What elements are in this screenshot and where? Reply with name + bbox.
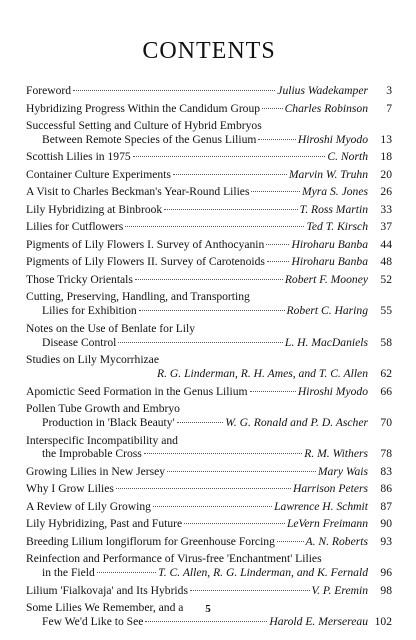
toc-entry (26, 150, 392, 164)
entry-page-number: 86 (380, 482, 392, 496)
entry-title-line: Container Culture Experiments (26, 167, 171, 181)
entry-author: Hiroharu Banba (291, 237, 368, 251)
entry-author: W. G. Ronald and P. D. Ascher (225, 416, 368, 430)
entry-page-number: 13 (380, 132, 392, 146)
entry-title-line: Scottish Lilies in 1975 (26, 150, 131, 164)
page-title: CONTENTS (142, 38, 276, 64)
entry-title-line: Pollen Tube Growth and Embryo (26, 402, 180, 416)
entry-author: Marvin W. Truhn (288, 167, 368, 181)
entry-title-line: Lily Hybridizing, Past and Future (26, 517, 183, 531)
entry-page-number: 3 (386, 84, 392, 97)
toc-entry-line (26, 322, 392, 336)
entry-author: Robert F. Mooney (284, 272, 368, 286)
entry-author: Harold E. Mersereau (269, 615, 368, 629)
dot-leader (145, 621, 267, 622)
entry-author: Robert C. Haring (286, 304, 368, 318)
entry-author: Myra S. Jones (301, 185, 368, 199)
toc-entry-line (26, 584, 392, 598)
toc-entry (26, 168, 392, 182)
entry-page-number: 20 (380, 167, 392, 181)
toc-entry (26, 517, 392, 531)
dot-leader (118, 342, 283, 343)
entry-page-number: 66 (380, 384, 392, 398)
toc-entry (26, 482, 392, 496)
entry-page-number: 55 (380, 304, 392, 318)
entry-author: Charles Robinson (284, 101, 368, 115)
dot-leader (190, 590, 310, 591)
toc-entry-line (26, 290, 392, 304)
table-of-contents (26, 84, 392, 629)
toc-entry-line (26, 133, 392, 147)
toc-entry (26, 119, 392, 147)
toc-entry-line (26, 168, 392, 182)
entry-title-line: Those Tricky Orientals (26, 272, 133, 286)
entry-author: Hiroharu Banba (291, 255, 368, 269)
entry-title-line: Breeding Lilium longiflorum for Greenhouse Forcing (26, 534, 275, 548)
toc-entry (26, 465, 392, 479)
entry-title-line: A Review of Lily Growing (26, 499, 151, 513)
entry-title-line: Lilium 'Fialkovaja' and Its Hybrids (26, 583, 188, 597)
toc-entry (26, 290, 392, 318)
toc-entry-line (26, 304, 392, 318)
entry-author: A. N. Roberts (305, 534, 368, 548)
toc-entry-line (26, 566, 392, 580)
toc-entry (26, 185, 392, 199)
entry-page-number: 26 (380, 185, 392, 199)
toc-entry-line (26, 102, 392, 116)
entry-page-number: 7 (386, 101, 392, 115)
dot-leader (173, 174, 287, 175)
entry-title-line: the Improbable Cross (42, 447, 142, 461)
toc-entry-line (26, 336, 392, 350)
toc-entry-line (26, 238, 392, 252)
dot-leader (251, 191, 300, 192)
entry-title-line: Lilies for Exhibition (42, 304, 137, 318)
entry-author: Ted T. Kirsch (306, 220, 368, 234)
entry-page-number: 33 (380, 202, 392, 216)
entry-title-line: Interspecific Incompatibility and (26, 433, 178, 447)
entry-title-line: Pigments of Lily Flowers I. Survey of Anthocyanin (26, 237, 265, 251)
toc-entry-line (26, 447, 392, 461)
toc-entry-line (26, 185, 392, 199)
entry-title-line: Hybridizing Progress Within the Candidum Group (26, 101, 261, 115)
dot-leader (164, 209, 297, 210)
toc-entry (26, 535, 392, 549)
toc-entry-line (26, 402, 392, 416)
entry-page-number: 90 (380, 517, 392, 531)
toc-entry-line (26, 273, 392, 287)
entry-title-line: Between Remote Species of the Genus Lilium (42, 132, 257, 146)
entry-author: Hiroshi Myodo (297, 384, 368, 398)
entry-author: C. North (327, 150, 368, 164)
dot-leader (153, 506, 272, 507)
entry-page-number: 78 (380, 447, 392, 461)
toc-entry (26, 353, 392, 381)
dot-leader (144, 453, 302, 454)
entry-title-line: Lily Hybridizing at Binbrook (26, 202, 163, 216)
entry-title-line: Notes on the Use of Benlate for Lily (26, 321, 196, 335)
toc-entry-line (26, 203, 392, 217)
entry-title-line: Production in 'Black Beauty' (42, 416, 175, 430)
entry-page-number: 44 (380, 237, 392, 251)
toc-entry (26, 238, 392, 252)
toc-entry-line (26, 84, 392, 98)
entry-author: T. Ross Martin (299, 202, 368, 216)
entry-author: Mary Wais (317, 464, 368, 478)
dot-leader (262, 108, 283, 109)
entry-title-line: Pigments of Lily Flowers II. Survey of Carotenoids (26, 255, 265, 269)
dot-leader (139, 310, 285, 311)
entry-author: Lawrence H. Schmit (274, 499, 368, 513)
entry-title-line: Why I Grow Lilies (26, 482, 114, 496)
dot-leader (267, 261, 290, 262)
toc-entry-line (26, 150, 392, 164)
entry-page-number: 18 (380, 150, 392, 164)
entry-author: LeVern Freimann (286, 517, 368, 531)
entry-page-number: 93 (380, 534, 392, 548)
entry-author: T. C. Allen, R. G. Linderman, and K. Fernald (158, 566, 368, 580)
toc-entry-line (26, 552, 392, 566)
entry-title-line: Growing Lilies in New Jersey (26, 464, 166, 478)
entry-title-line: A Visit to Charles Beckman's Year-Round Lilies (26, 185, 250, 199)
contents-page (26, 34, 392, 633)
entry-title-line: Foreword (26, 84, 72, 97)
entry-page-number: 70 (380, 416, 392, 430)
entry-page-number: 48 (380, 255, 392, 269)
toc-entry (26, 102, 392, 116)
entry-author: Harrison Peters (292, 482, 368, 496)
entry-page-number: 87 (380, 499, 392, 513)
dot-leader (184, 523, 285, 524)
dot-leader (135, 279, 283, 280)
toc-entry-author-line (26, 367, 392, 381)
toc-entry-line (26, 615, 392, 629)
dot-leader (258, 139, 295, 140)
entry-title-line: Apomictic Seed Formation in the Genus Lilium (26, 384, 248, 398)
toc-entry-line (26, 416, 392, 430)
toc-entry (26, 203, 392, 217)
entry-author: V. P. Eremin (311, 583, 368, 597)
toc-entry-line (26, 220, 392, 234)
entry-title-line: Lilies for Cutflowers (26, 220, 124, 234)
dot-leader (266, 244, 289, 245)
entry-title-line: Successful Setting and Culture of Hybrid Embryos (26, 119, 262, 132)
dot-leader (277, 541, 304, 542)
toc-entry (26, 402, 392, 430)
dot-leader (125, 226, 304, 227)
toc-entry-line (26, 434, 392, 448)
toc-entry (26, 385, 392, 399)
toc-entry (26, 255, 392, 269)
entry-page-number: 98 (380, 583, 392, 597)
toc-entry-line (26, 353, 392, 367)
dot-leader (116, 488, 291, 489)
entry-title-line: Reinfection and Performance of Virus-free 'Enchantment' Lilies (26, 552, 322, 566)
toc-entry-line (26, 465, 392, 479)
toc-entry (26, 273, 392, 287)
entry-page-number: 102 (374, 615, 392, 629)
dot-leader (177, 422, 224, 423)
toc-entry (26, 220, 392, 234)
entry-title-line: Disease Control (42, 335, 117, 349)
toc-entry (26, 84, 392, 98)
entry-author: Hiroshi Myodo (297, 132, 368, 146)
entry-page-number: 96 (380, 566, 392, 580)
toc-entry-line (26, 517, 392, 531)
toc-entry-line (26, 535, 392, 549)
entry-title-line: Cutting, Preserving, Handling, and Transporting (26, 290, 250, 304)
dot-leader (250, 391, 296, 392)
entry-title-line: Few We'd Like to See (42, 615, 144, 629)
entry-page-number: 83 (380, 464, 392, 478)
toc-entry (26, 552, 392, 580)
entry-page-number: 62 (380, 367, 392, 381)
toc-entry (26, 584, 392, 598)
dot-leader (167, 471, 316, 472)
entry-author: R. M. Withers (304, 447, 368, 461)
entry-title-line: in the Field (42, 566, 95, 580)
entry-author: Julius Wadekamper (277, 84, 368, 97)
dot-leader (97, 572, 156, 573)
entry-author: R. G. Linderman, R. H. Ames, and T. C. Allen (157, 367, 368, 381)
entry-page-number: 58 (380, 335, 392, 349)
toc-entry (26, 434, 392, 462)
toc-entry (26, 500, 392, 514)
page-number: 5 (205, 603, 211, 615)
dot-leader (133, 156, 326, 157)
dot-leader (73, 90, 275, 91)
entry-author: L. H. MacDaniels (284, 335, 368, 349)
entry-page-number: 37 (380, 220, 392, 234)
toc-entry-line (26, 385, 392, 399)
entry-page-number: 52 (380, 272, 392, 286)
toc-entry-line (26, 119, 392, 133)
entry-title-line: Studies on Lily Mycorrhizae (26, 353, 159, 367)
toc-entry-line (26, 255, 392, 269)
toc-entry-line (26, 482, 392, 496)
toc-entry-line (26, 500, 392, 514)
toc-entry (26, 322, 392, 350)
entry-title-line: Some Lilies We Remember, and a (26, 601, 184, 615)
